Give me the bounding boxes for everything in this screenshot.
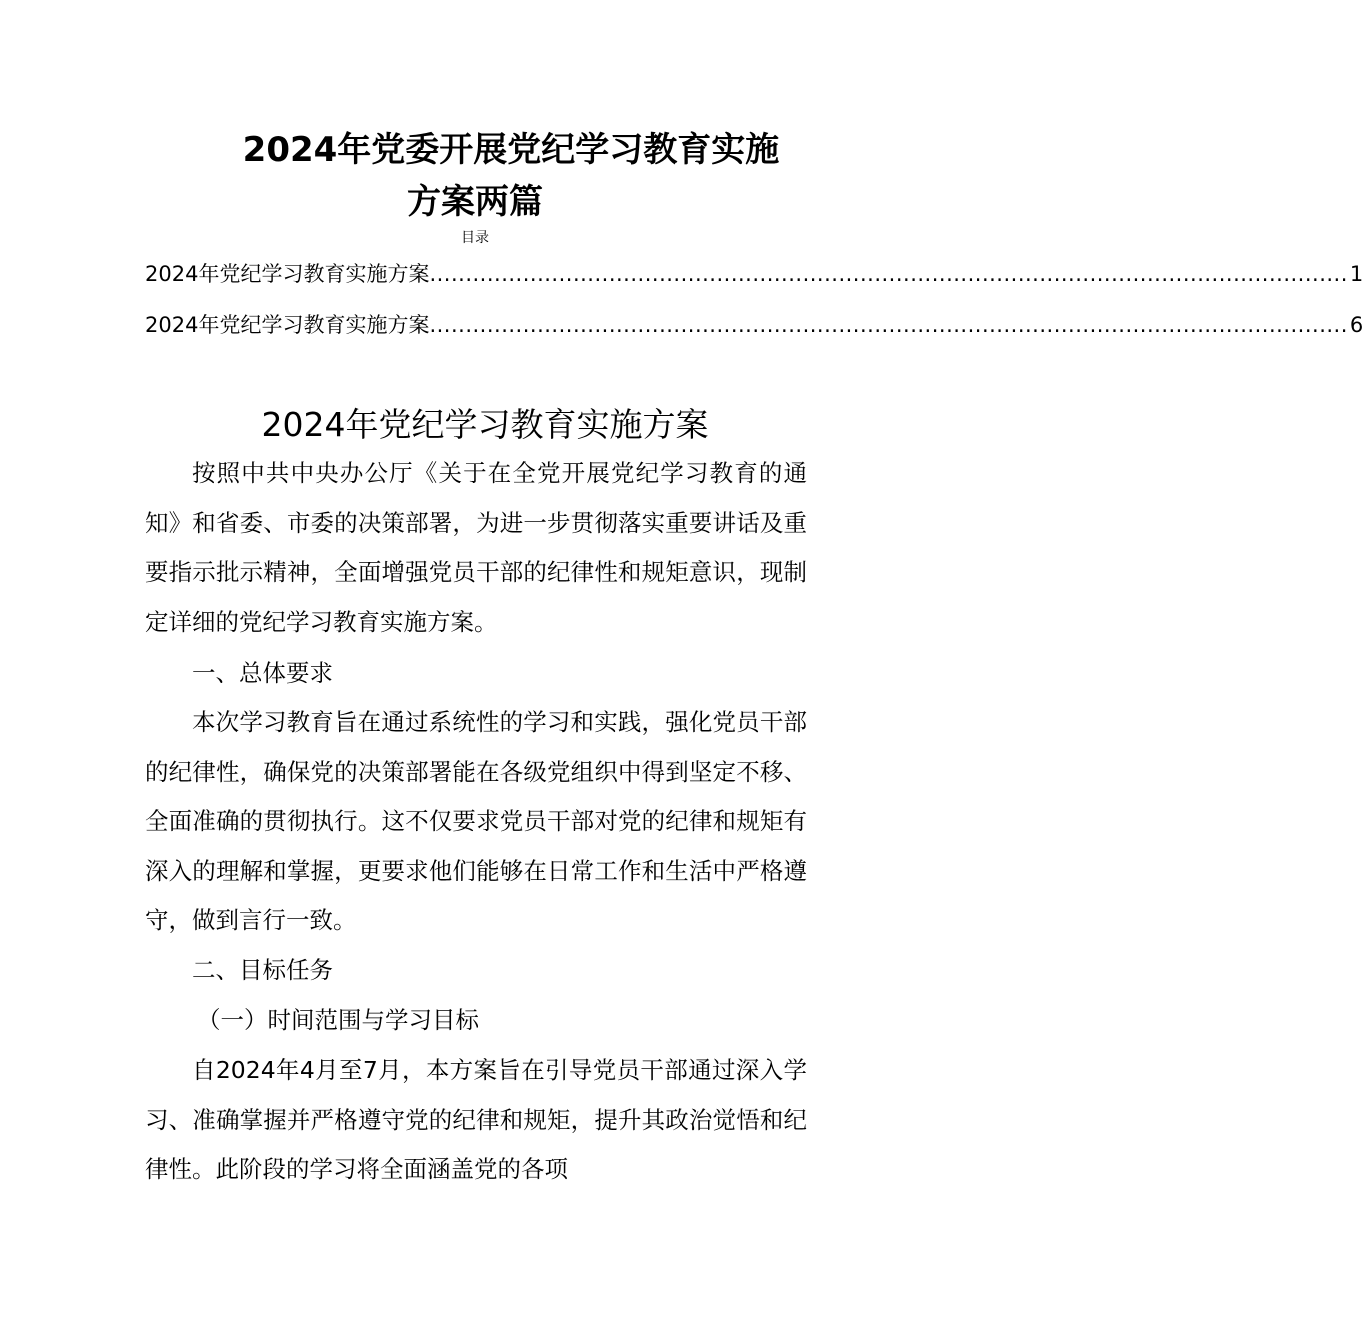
heading-goals-tasks: 二、目标任务 (192, 956, 333, 984)
section-title: 2024年党纪学习教育实施方案 (261, 405, 709, 444)
intro-paragraph: 按照中共中央办公厅《关于在全党开展党纪学习教育的通知》和省委、市委的决策部署，为进一步贯彻落实重要讲话及重要指示批示精神，全面增强党员干部的纪律性和规矩意识，现制定详细的党纪学习教育实施方案。 (145, 459, 807, 636)
toc-entry-title: 2024年党纪学习教育实施方案 (145, 262, 430, 286)
paragraph-overall-requirements: 本次学习教育旨在通过系统性的学习和实践，强化党员干部的纪律性，确保党的决策部署能在各级党组织中得到坚定不移、全面准确的贯彻执行。这不仅要求党员干部对党的纪律和规矩有深入的理解和掌握，更要求他们能够在日常工作和生活中严格遵守，做到言行一致。 (145, 708, 807, 935)
main-title-line-1: 2024年党委开展党纪学习教育实施 (242, 130, 780, 170)
toc-heading: 目录 (461, 230, 489, 246)
toc-dot-leader: ................................................................................................................................ (429, 313, 1348, 337)
main-title-line-2: 方案两篇 (407, 182, 543, 222)
toc-entry[interactable] (145, 258, 1363, 290)
paragraph-time-range: 自2024年4月至7月，本方案旨在引导党员干部通过深入学习、准确掌握并严格遵守党的纪律和规矩，提升其政治觉悟和纪律性。此阶段的学习将全面涵盖党的各项 (145, 1056, 807, 1184)
toc-entry[interactable] (145, 309, 1363, 341)
toc-entry-page: 1 (1349, 262, 1363, 286)
subheading-time-range: （一）时间范围与学习目标 (197, 1006, 479, 1034)
toc-entry-page: 6 (1349, 313, 1363, 337)
heading-overall-requirements: 一、总体要求 (192, 659, 333, 687)
toc-dot-leader: ................................................................................................................................ (429, 262, 1348, 286)
toc-entry-title: 2024年党纪学习教育实施方案 (145, 313, 430, 337)
